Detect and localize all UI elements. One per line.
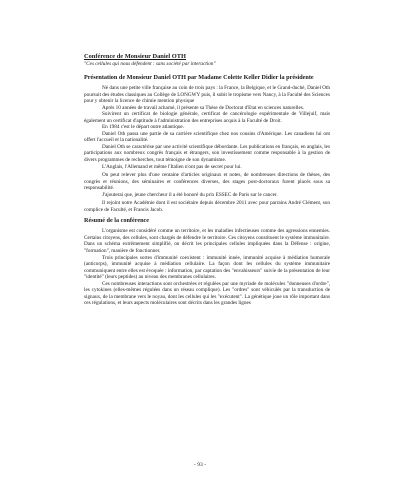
paragraph-7: L'Anglais, l'Allemand et même l'Italien n'ont pas de secret pour lui.	[102, 163, 242, 170]
paragraph-6: Daniel Oth se caractérise par une activité scientifique débordante. Les publications en français, en anglais, les participations aux nombreux congrès français et étrangers, son investissement comme responsable à la gestion de divers programmes de recherches, tout témoigne de son dynamisme.	[84, 143, 330, 164]
paragraph-5: Daniel Oth passa une partie de sa carrière scientifique chez nos cousins d'Amérique. Les canadiens lui ont offert l'accueil et la nationalité.	[84, 130, 330, 144]
paragraph-3: Suivirent un certificat de biologie générale, certificat de cancérologie expérimentale de Villejuif, mais également un certificat d'aptitude à l'administration des entreprises acquis à la Faculté de Droit.	[84, 111, 330, 124]
page-number: - 93 -	[193, 462, 207, 468]
paragraph-10: Il rejoint notre Académie dont il est sociétaire depuis décembre 2011 avec pour parrains André Clément, son complice de Faculté, et Francis Jacob.	[84, 200, 330, 213]
paragraph-4: En 1984 c'est le départ outre atlantique.	[102, 124, 185, 131]
section-heading-presentation: Présentation de Monsieur Daniel OTH par Madame Colette Keller Didier la présidente	[84, 74, 314, 81]
resume-paragraph-1: L'organisme est considéré comme un territoire, et les maladies infectieuses comme des agressions ennemies. Certains citoyens, des cellules, sont chargés de défendre le territoire. Ces citoyens constituent le système immunitaire. Dans un schéma extrêmement simplifié, on décrit les principales cellules impliquées dans la Défense : origine, "formation", manière de fonctionner.	[84, 228, 330, 255]
section-heading-resume: Résumé de la conférence	[84, 217, 150, 225]
paragraph-2: Après 10 années de travail acharné, il présente sa Thèse de Doctorat d'Etat en sciences naturelles.	[102, 104, 305, 111]
page-subtitle: "Ces cellules qui nous défendent : sans société par interaction"	[84, 61, 216, 67]
document-page	[84, 53, 330, 307]
page-title: Conférence de Monsieur Daniel OTH	[84, 53, 187, 60]
resume-paragraph-2: Trois principales sortes d'immunité coexistent : immunité innée, immunité acquise à médiation humorale (anticorps), immunité acquise à médiation cellulaire. La façon dont les cellules du système immunitaire communiquent entre elles est évoquée : information, par captation des "envahisseurs" suivie de la présentation de leur "identité" (leurs peptides) au niveau des membranes cellulaires.	[84, 254, 330, 281]
paragraph-1: Né dans une petite ville française au coin de trois pays : la France, la Belgique, et le Grand-duché, Daniel Oth poursuit des études classiques au Collège de LONGWY puis, il subit le tropisme vers Nancy, à la Faculté des Sciences pour y obtenir la licence de chimie mention physique	[84, 85, 330, 105]
resume-paragraph-3: Ces nombreuses interactions sont orchestrées et régulées par une myriade de molécules "donneuses d'ordre", les cytokines (elles-mêmes régulées dans un réseau complique). Les "ordres" sont véhiculés par la transduction de signaux, de la membrane vers le noyau, dont les cellules qui les "exécutent". La génétique joue un rôle important dans ces régulations, et leurs aspects moléculaires sont décrits dans les grandes lignes	[84, 280, 330, 307]
paragraph-8: On peut relever plus d'une centaine d'articles originaux et notes, de nombreuses directions de thèses, des congrès et réunions, des séminaires et conférences diverses, des stages post-doctoraux furent placés sous sa responsabilité.	[84, 172, 330, 192]
paragraph-9: J'ajouterai que, jeune chercheur il a été honoré du prix ESSEC de Paris sur le cancer.	[102, 191, 278, 198]
